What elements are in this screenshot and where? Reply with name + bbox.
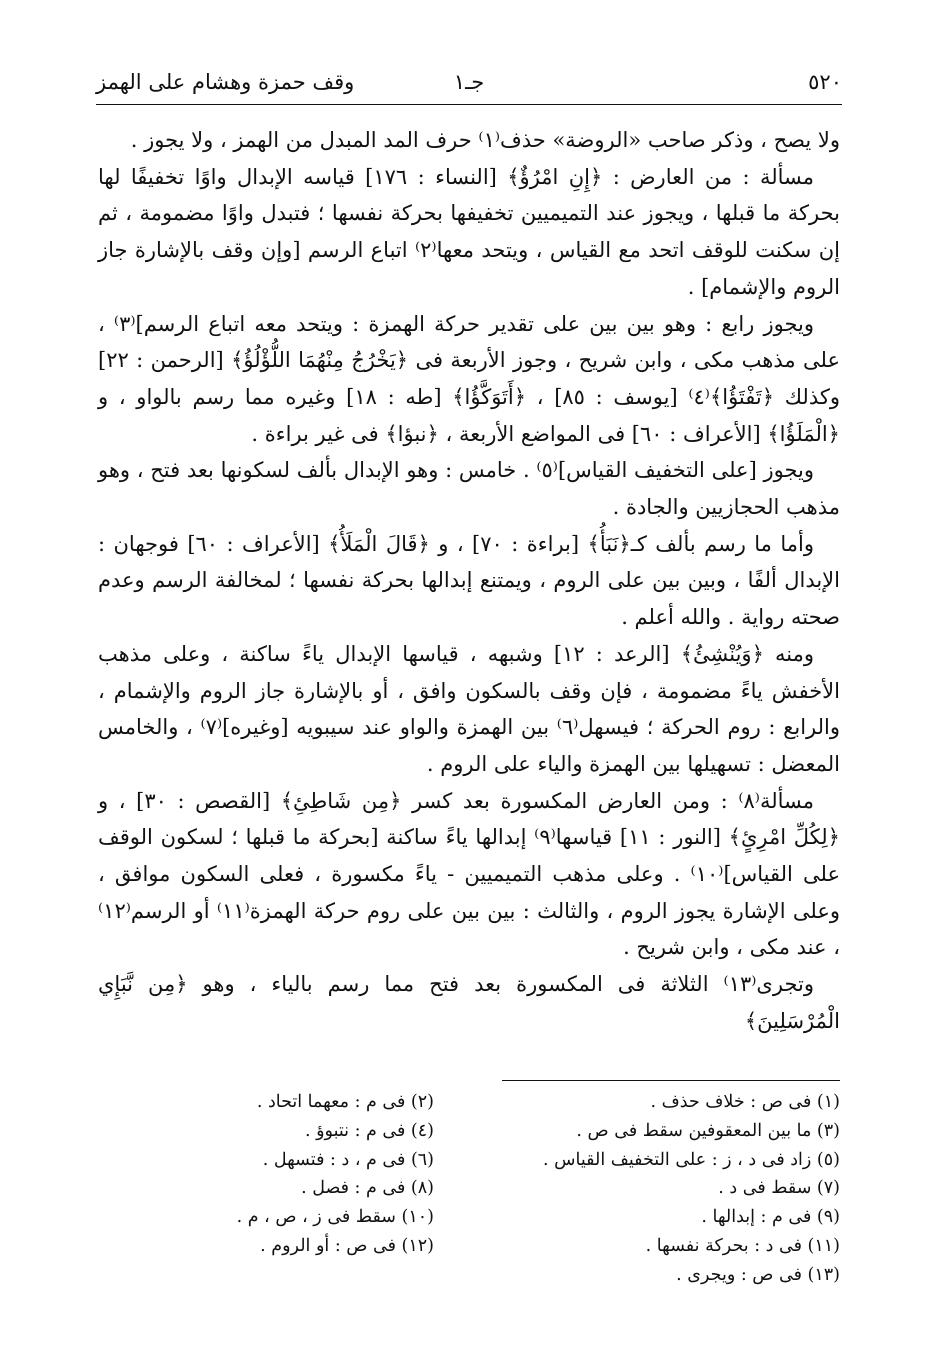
footnote: (٩) فى م : إبدالها . (701, 1207, 840, 1228)
footnote-row (98, 1174, 840, 1203)
paragraph: مسألة : من العارض : ﴿إِنِ امْرُؤٌ﴾ [النساء : ١٧٦] قياسه الإبدال واوًا تخفيفًا لها بحركة ما قبلها ، ويجوز عند التميميين تخفيفها بحركة نفسها ؛ فتبدل واوًا مضمومة ، ثم إن سكنت للوقف اتحد مع القياس ، ويتحد معها⁽٢⁾ اتباع الرسم [وإن وقف بالإشارة جاز الروم والإشمام] . (98, 164, 840, 299)
footnote: (٤) فى م : نتبوؤ . (304, 1120, 434, 1141)
footnote: (١٠) سقط فى ز ، ص ، م . (236, 1207, 434, 1228)
footnote: (٢) فى م : معهما اتحاد . (256, 1092, 434, 1112)
page-number: ٥٢٠ (808, 70, 842, 94)
footnote-separator (502, 1080, 840, 1081)
paragraph: ويجوز رابع : وهو بين بين على تقدير حركة الهمزة : ويتحد معه اتباع الرسم]⁽٣⁾ ، على مذهب مكى ، وابن شريح ، وجوز الأربعة فى ﴿يَخْرُجُ مِنْهُمَا اللُّؤْلُؤُ﴾ [الرحمن : ٢٢] وكذلك ﴿تَفْتَؤُا﴾⁽٤⁾ [يوسف : ٨٥] ، ﴿أَتَوَكَّؤُا﴾ [طه : ١٨] وغيره مما رسم بالواو ، و ﴿الْمَلَؤُا﴾ [الأعراف : ٦٠] فى المواضع الأربعة ، ﴿نبؤا﴾ فى غير براءة . (98, 311, 840, 446)
footnote (98, 1261, 469, 1290)
footnote: (١١) فى د : بحركة نفسها . (645, 1235, 840, 1256)
footnote: (٣) ما بين المعقوفين سقط فى ص . (576, 1120, 840, 1141)
footnote: (٥) زاد فى د ، ز : على التخفيف القياس . (543, 1149, 840, 1170)
footnote-row (98, 1146, 840, 1175)
footnote: (٨) فى م : فصل . (301, 1178, 434, 1199)
paragraph: ويجوز [على التخفيف القياس]⁽٥⁾ . خامس : وهو الإبدال بألف لسكونها بعد فتح ، وهو مذهب الحجازيين والجادة . (98, 458, 840, 520)
volume-label: جـ١ (453, 70, 485, 94)
footnote: (١٢) فى ص : أو الروم . (260, 1235, 434, 1256)
footnote-row (98, 1117, 840, 1146)
footnote-row (98, 1203, 840, 1232)
footnotes (98, 1088, 840, 1290)
running-header (96, 62, 842, 105)
paragraph: مسألة⁽٨⁾ : ومن العارض المكسورة بعد كسر ﴿مِن شَاطِئِ﴾ [القصص : ٣٠] ، و ﴿لِكُلِّ امْرِئٍ﴾ [النور : ١١] قياسها⁽٩⁾ إبدالها ياءً ساكنة [بحركة ما قبلها ؛ لسكون الوقف على القياس]⁽١٠⁾ . وعلى مذهب التميميين - ياءً مكسورة ، فعلى السكون موافق ، وعلى الإشارة يجوز الروم ، والثالث : بين بين على روم حركة الهمزة⁽١١⁾ أو الرسم⁽١٢⁾ ، عند مكى ، وابن شريح . (98, 788, 840, 960)
footnote: (٦) فى م ، د : فتسهل . (262, 1149, 434, 1170)
footnote: (٧) سقط فى د . (718, 1178, 840, 1199)
paragraph: ومنه ﴿وَيُنْشِئُ﴾ [الرعد : ١٢] وشبهه ، قياسها الإبدال ياءً ساكنة ، وعلى مذهب الأخفش ياءً مضمومة ، فإن وقف بالسكون وافق ، أو بالإشارة جاز الروم والإشمام ، والرابع : روم الحركة ؛ فيسهل⁽٦⁾ بين الهمزة والواو عند سيبويه [وغيره]⁽٧⁾ ، والخامس المعضل : تسهيلها بين الهمزة والياء على الروم . (98, 641, 840, 776)
footnote-row (98, 1261, 840, 1290)
footnote: (١) فى ص : خلاف حذف . (650, 1092, 840, 1112)
main-text (98, 122, 840, 1040)
paragraph: وتجرى⁽١٣⁾ الثلاثة فى المكسورة بعد فتح مما رسم بالياء ، وهو ﴿مِن نَّبَإِي الْمُرْسَلِينَ﴾ (98, 972, 840, 1033)
chapter-title: وقف حمزة وهشام على الهمز (96, 70, 355, 94)
footnote-row (98, 1088, 840, 1117)
paragraph: ولا يصح ، وذكر صاحب «الروضة» حذف⁽١⁾ حرف المد المبدل من الهمز ، ولا يجوز . (130, 128, 840, 152)
footnote: (١٣) فى ص : ويجرى . (676, 1264, 840, 1285)
footnote-row (98, 1232, 840, 1261)
paragraph: وأما ما رسم بألف كـ﴿نَبَأُ﴾ [براءة : ٧٠] ، و ﴿قَالَ الْمَلَأُ﴾ [الأعراف : ٦٠] فوجهان : الإبدال ألفًا ، وبين بين على الروم ، ويمتنع إبدالها بحركة نفسها ؛ لمخالفة الرسم وعدم صحته رواية . والله أعلم . (98, 531, 840, 630)
